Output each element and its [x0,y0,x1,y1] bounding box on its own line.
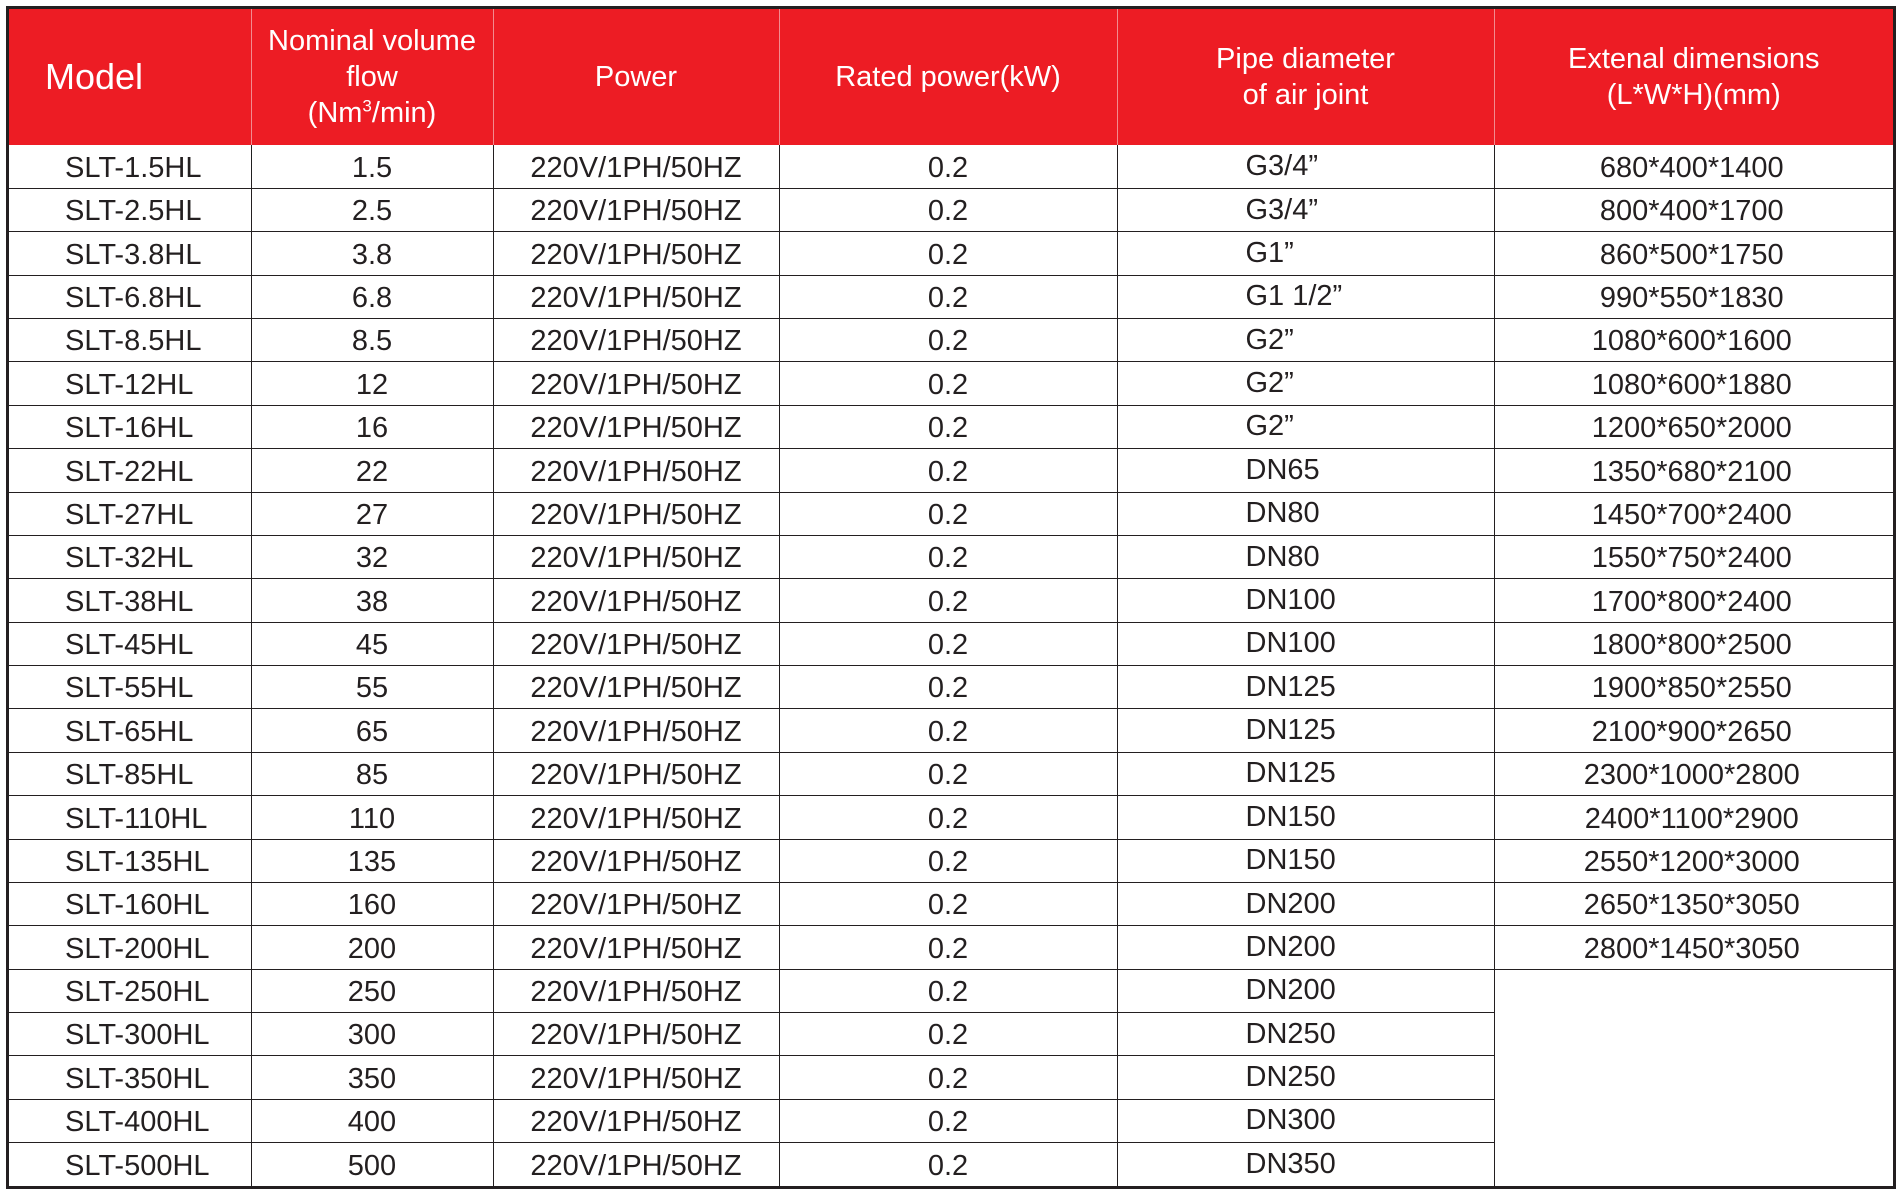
dimensions-cell: 2100*900*2650 [1494,709,1893,752]
power-cell: 220V/1PH/50HZ [493,145,779,188]
flow-cell: 500 [251,1143,493,1186]
flow-cell: 65 [251,709,493,752]
model-cell: SLT-55HL [9,666,251,709]
rated-power-cell: 0.2 [779,1099,1117,1142]
flow-cell: 160 [251,882,493,925]
pipe-diameter-cell: G3/4” [1117,188,1494,231]
dimensions-cell: 1550*750*2400 [1494,535,1893,578]
rated-power-cell: 0.2 [779,492,1117,535]
header-pipe-diameter: Pipe diameter of air joint [1117,9,1494,145]
pipe-diameter-cell: DN350 [1117,1143,1494,1186]
table-row [9,492,1893,535]
model-cell: SLT-3.8HL [9,232,251,275]
header-power: Power [493,9,779,145]
table-row [9,405,1893,448]
header-flow-label: Nominal volume flow [268,25,476,93]
pipe-diameter-cell: G3/4” [1117,145,1494,188]
model-cell: SLT-500HL [9,1143,251,1186]
model-cell: SLT-45HL [9,622,251,665]
table-row [9,449,1893,492]
header-flow-unit-pre: (Nm [307,97,363,129]
table-row [9,839,1893,882]
table-row [9,579,1893,622]
header-model: Model [9,9,251,145]
pipe-diameter-cell: DN150 [1117,796,1494,839]
table-row [9,969,1893,1012]
table-row [9,232,1893,275]
power-cell: 220V/1PH/50HZ [493,882,779,925]
power-cell: 220V/1PH/50HZ [493,232,779,275]
pipe-diameter-cell: DN200 [1117,882,1494,925]
table-row [9,1143,1893,1186]
rated-power-cell: 0.2 [779,1056,1117,1099]
table-row [9,275,1893,318]
model-cell: SLT-160HL [9,882,251,925]
power-cell: 220V/1PH/50HZ [493,535,779,578]
table-row [9,145,1893,188]
header-row [9,9,1893,145]
model-cell: SLT-22HL [9,449,251,492]
pipe-diameter-cell: DN65 [1117,449,1494,492]
dimensions-cell: 1900*850*2550 [1494,666,1893,709]
pipe-diameter-cell: DN125 [1117,666,1494,709]
table-row [9,882,1893,925]
power-cell: 220V/1PH/50HZ [493,1056,779,1099]
header-dimensions-unit: (L*W*H)(mm) [1606,79,1781,111]
spec-table-frame [6,6,1896,1189]
dimensions-cell: 860*500*1750 [1494,232,1893,275]
spec-table-body [9,145,1893,1186]
power-cell: 220V/1PH/50HZ [493,926,779,969]
power-cell: 220V/1PH/50HZ [493,1099,779,1142]
table-row [9,319,1893,362]
dimensions-cell: 2400*1100*2900 [1494,796,1893,839]
dimensions-cell: 1700*800*2400 [1494,579,1893,622]
rated-power-cell: 0.2 [779,839,1117,882]
model-cell: SLT-200HL [9,926,251,969]
dimensions-cell: 2650*1350*3050 [1494,882,1893,925]
pipe-diameter-cell: DN200 [1117,926,1494,969]
pipe-diameter-cell: DN100 [1117,579,1494,622]
model-cell: SLT-2.5HL [9,188,251,231]
model-cell: SLT-300HL [9,1013,251,1056]
flow-cell: 55 [251,666,493,709]
rated-power-cell: 0.2 [779,579,1117,622]
power-cell: 220V/1PH/50HZ [493,362,779,405]
pipe-diameter-cell: G1 1/2” [1117,275,1494,318]
power-cell: 220V/1PH/50HZ [493,319,779,362]
pipe-diameter-cell: DN125 [1117,709,1494,752]
power-cell: 220V/1PH/50HZ [493,579,779,622]
model-cell: SLT-350HL [9,1056,251,1099]
pipe-diameter-cell: DN250 [1117,1056,1494,1099]
pipe-diameter-cell: DN80 [1117,492,1494,535]
flow-cell: 2.5 [251,188,493,231]
dimensions-cell: 2300*1000*2800 [1494,752,1893,795]
dimensions-cell [1494,969,1893,1012]
power-cell: 220V/1PH/50HZ [493,405,779,448]
table-row [9,1013,1893,1056]
dimensions-cell: 800*400*1700 [1494,188,1893,231]
pipe-diameter-cell: G2” [1117,405,1494,448]
model-cell: SLT-110HL [9,796,251,839]
dimensions-cell: 2550*1200*3000 [1494,839,1893,882]
dimensions-cell: 1800*800*2500 [1494,622,1893,665]
rated-power-cell: 0.2 [779,232,1117,275]
header-rated-power: Rated power(kW) [779,9,1117,145]
table-row [9,188,1893,231]
header-flow-unit-sup: 3 [362,96,372,116]
rated-power-cell: 0.2 [779,319,1117,362]
flow-cell: 85 [251,752,493,795]
table-row [9,752,1893,795]
pipe-diameter-cell: DN300 [1117,1099,1494,1142]
flow-cell: 45 [251,622,493,665]
rated-power-cell: 0.2 [779,449,1117,492]
rated-power-cell: 0.2 [779,535,1117,578]
model-cell: SLT-38HL [9,579,251,622]
dimensions-cell [1494,1143,1893,1186]
flow-cell: 8.5 [251,319,493,362]
power-cell: 220V/1PH/50HZ [493,666,779,709]
flow-cell: 16 [251,405,493,448]
rated-power-cell: 0.2 [779,188,1117,231]
header-dimensions [1494,9,1893,145]
rated-power-cell: 0.2 [779,1143,1117,1186]
model-cell: SLT-250HL [9,969,251,1012]
flow-cell: 22 [251,449,493,492]
rated-power-cell: 0.2 [779,275,1117,318]
dimensions-cell [1494,1099,1893,1142]
model-cell: SLT-8.5HL [9,319,251,362]
power-cell: 220V/1PH/50HZ [493,188,779,231]
model-cell: SLT-12HL [9,362,251,405]
rated-power-cell: 0.2 [779,1013,1117,1056]
rated-power-cell: 0.2 [779,709,1117,752]
pipe-diameter-cell: G2” [1117,362,1494,405]
power-cell: 220V/1PH/50HZ [493,796,779,839]
power-cell: 220V/1PH/50HZ [493,622,779,665]
flow-cell: 135 [251,839,493,882]
pipe-diameter-cell: G2” [1117,319,1494,362]
dimensions-cell: 680*400*1400 [1494,145,1893,188]
pipe-diameter-cell: DN125 [1117,752,1494,795]
rated-power-cell: 0.2 [779,926,1117,969]
flow-cell: 27 [251,492,493,535]
model-cell: SLT-16HL [9,405,251,448]
dimensions-cell [1494,1056,1893,1099]
rated-power-cell: 0.2 [779,362,1117,405]
model-cell: SLT-400HL [9,1099,251,1142]
flow-cell: 350 [251,1056,493,1099]
pipe-diameter-cell: DN80 [1117,535,1494,578]
table-row [9,1056,1893,1099]
header-dimensions-label: Extenal dimensions [1568,43,1820,75]
dimensions-cell: 2800*1450*3050 [1494,926,1893,969]
flow-cell: 300 [251,1013,493,1056]
dimensions-cell [1494,1013,1893,1056]
model-cell: SLT-32HL [9,535,251,578]
rated-power-cell: 0.2 [779,796,1117,839]
flow-cell: 12 [251,362,493,405]
power-cell: 220V/1PH/50HZ [493,752,779,795]
dimensions-cell: 1200*650*2000 [1494,405,1893,448]
table-row [9,1099,1893,1142]
pipe-diameter-cell: DN250 [1117,1013,1494,1056]
flow-cell: 400 [251,1099,493,1142]
flow-cell: 32 [251,535,493,578]
dimensions-cell: 990*550*1830 [1494,275,1893,318]
table-row [9,796,1893,839]
pipe-diameter-cell: DN150 [1117,839,1494,882]
header-flow-unit-post: /min) [371,97,437,129]
pipe-diameter-cell: G1” [1117,232,1494,275]
rated-power-cell: 0.2 [779,969,1117,1012]
table-row [9,709,1893,752]
table-row [9,362,1893,405]
power-cell: 220V/1PH/50HZ [493,709,779,752]
table-row [9,535,1893,578]
model-cell: SLT-1.5HL [65,151,202,184]
power-cell: 220V/1PH/50HZ [493,275,779,318]
flow-cell: 250 [251,969,493,1012]
pipe-diameter-cell: DN100 [1117,622,1494,665]
model-cell: SLT-6.8HL [9,275,251,318]
dimensions-cell: 1080*600*1600 [1494,319,1893,362]
rated-power-cell: 0.2 [779,405,1117,448]
model-cell: SLT-85HL [9,752,251,795]
dimensions-cell: 1450*700*2400 [1494,492,1893,535]
rated-power-cell: 0.2 [779,752,1117,795]
model-cell: SLT-135HL [9,839,251,882]
flow-cell: 3.8 [251,232,493,275]
flow-cell: 200 [251,926,493,969]
rated-power-cell: 0.2 [779,622,1117,665]
flow-cell: 110 [251,796,493,839]
power-cell: 220V/1PH/50HZ [493,449,779,492]
rated-power-cell: 0.2 [779,882,1117,925]
power-cell: 220V/1PH/50HZ [493,1143,779,1186]
table-row [9,666,1893,709]
table-row [9,926,1893,969]
flow-cell: 6.8 [251,275,493,318]
pipe-diameter-cell: DN200 [1117,969,1494,1012]
table-row [9,622,1893,665]
power-cell: 220V/1PH/50HZ [493,492,779,535]
power-cell: 220V/1PH/50HZ [493,969,779,1012]
rated-power-cell: 0.2 [779,666,1117,709]
model-cell: SLT-65HL [9,709,251,752]
power-cell: 220V/1PH/50HZ [493,1013,779,1056]
dimensions-cell: 1080*600*1880 [1494,362,1893,405]
flow-cell: 1.5 [251,145,493,188]
model-cell: SLT-27HL [9,492,251,535]
header-flow [251,9,493,145]
power-cell: 220V/1PH/50HZ [493,839,779,882]
rated-power-cell: 0.2 [779,145,1117,188]
spec-table [9,9,1893,1186]
flow-cell: 38 [251,579,493,622]
dimensions-cell: 1350*680*2100 [1494,449,1893,492]
